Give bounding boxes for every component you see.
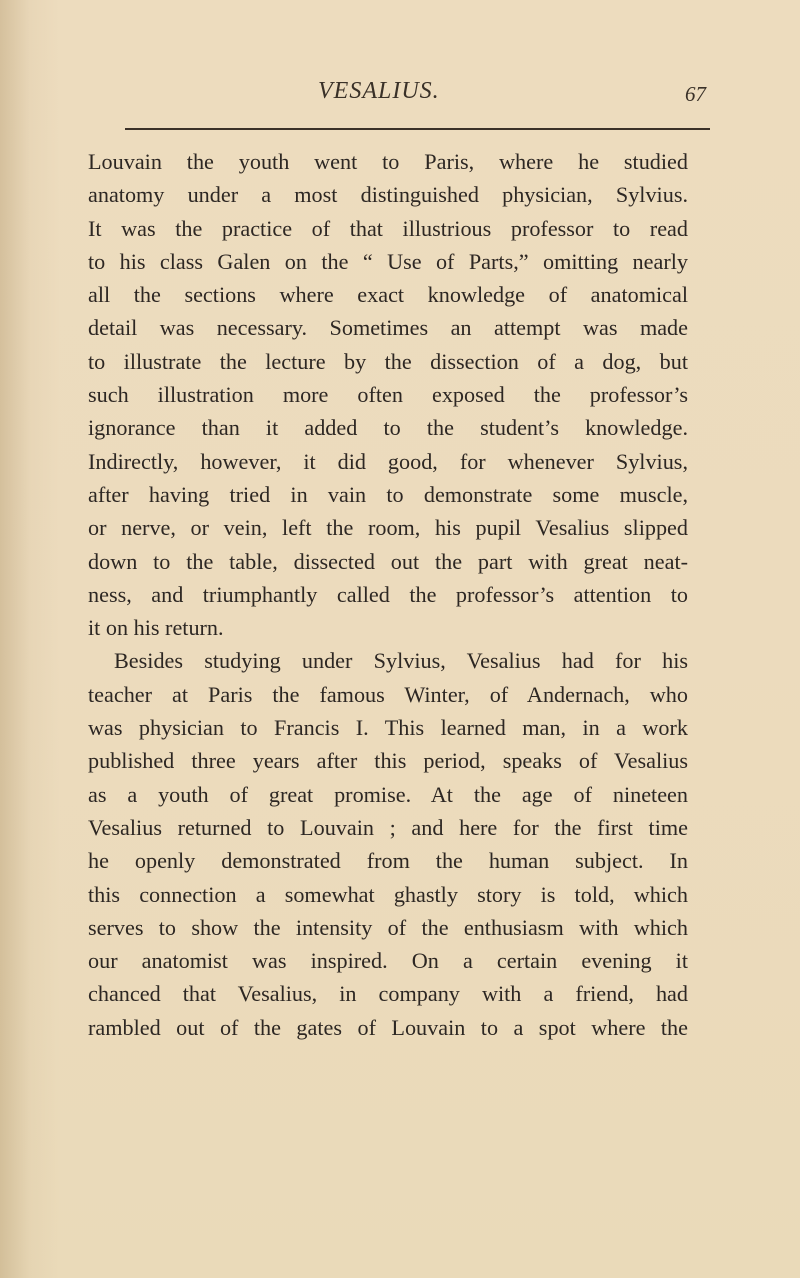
text-line: chanced that Vesalius, in company with a friend, had xyxy=(88,981,688,1007)
text-line: to illustrate the lecture by the dissection of a dog, but xyxy=(88,348,688,374)
text-line: It was the practice of that illustrious professor to read xyxy=(88,215,688,241)
running-title: VESALIUS. xyxy=(318,78,440,104)
text-line: this connection a somewhat ghastly story is told, which xyxy=(88,881,688,907)
text-line: anatomy under a most distinguished physician, Sylvius. xyxy=(88,182,688,208)
text-line: published three years after this period, speaks of Vesalius xyxy=(88,748,688,774)
paragraph-2 xyxy=(88,644,688,1044)
text-line: after having tried in vain to demonstrate some muscle, xyxy=(88,481,688,507)
text-line: Louvain the youth went to Paris, where he studied xyxy=(88,149,688,174)
text-line: Vesalius returned to Louvain ; and here for the first time xyxy=(88,814,688,840)
paragraph-1 xyxy=(88,145,688,644)
text-line: Besides studying under Sylvius, Vesalius had for his xyxy=(114,648,688,674)
text-line: rambled out of the gates of Louvain to a spot where the xyxy=(88,1014,688,1040)
text-line: teacher at Paris the famous Winter, of Andernach, who xyxy=(88,681,688,707)
text-line: serves to show the intensity of the enthusiasm with which xyxy=(88,914,688,940)
body-text xyxy=(88,145,688,1044)
text-line: ness, and triumphantly called the professor’s attention to xyxy=(88,581,688,607)
text-line: all the sections where exact knowledge of anatomical xyxy=(88,282,688,308)
text-line: our anatomist was inspired. On a certain evening it xyxy=(88,948,688,974)
text-line: to his class Galen on the “ Use of Parts,” omitting nearly xyxy=(88,248,688,274)
page-number: 67 xyxy=(685,82,706,106)
text-line: as a youth of great promise. At the age of nineteen xyxy=(88,781,688,807)
header-rule xyxy=(125,128,710,130)
text-line: was physician to Francis I. This learned man, in a work xyxy=(88,715,688,741)
text-line: or nerve, or vein, left the room, his pupil Vesalius slipped xyxy=(88,515,688,541)
text-line: it on his return. xyxy=(88,615,224,641)
text-line: he openly demonstrated from the human subject. In xyxy=(88,848,688,874)
text-line: detail was necessary. Sometimes an attempt was made xyxy=(88,315,688,341)
text-line: Indirectly, however, it did good, for whenever Sylvius, xyxy=(88,448,688,474)
text-line: down to the table, dissected out the part with great neat- xyxy=(88,548,688,574)
text-line: ignorance than it added to the student’s knowledge. xyxy=(88,415,688,441)
text-line: such illustration more often exposed the professor’s xyxy=(88,382,688,408)
running-header xyxy=(0,78,800,108)
